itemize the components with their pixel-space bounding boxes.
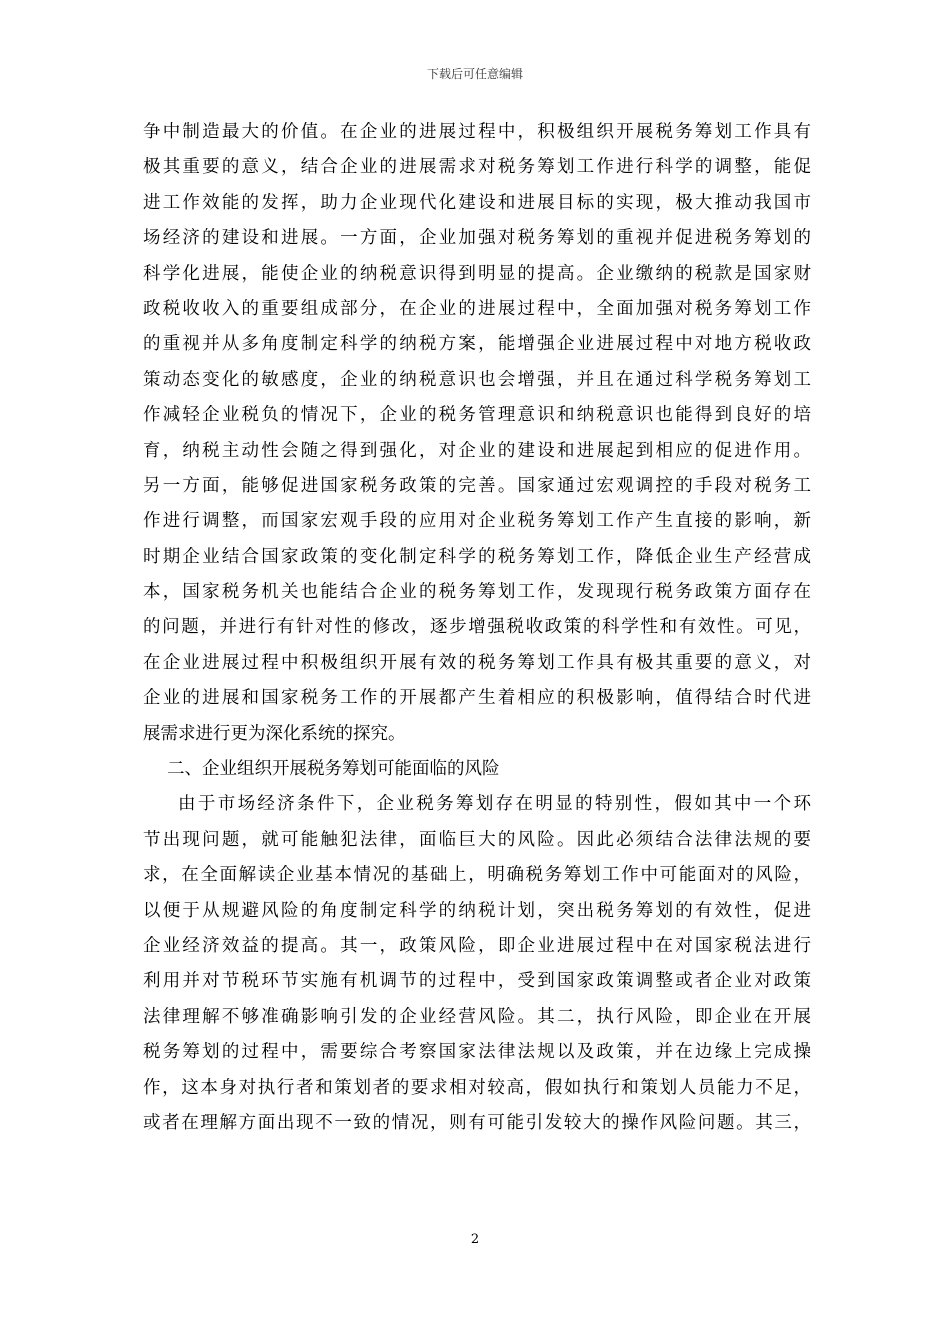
text-line: 作，这本身对执行者和策划者的要求相对较高，假如执行和策划人员能力不足， <box>143 1077 811 1098</box>
text-line: 场经济的建设和进展。一方面，企业加强对税务筹划的重视并促进税务筹划的 <box>143 228 811 249</box>
text-line: 企业经济效益的提高。其一，政策风险，即企业进展过程中在对国家税法进行 <box>143 935 811 956</box>
text-line: 或者在理解方面出现不一致的情况，则有可能引发较大的操作风险问题。其三， <box>143 1112 811 1133</box>
text-line: 进工作效能的发挥，助力企业现代化建设和进展目标的实现，极大推动我国市 <box>143 192 811 213</box>
page-header: 下载后可任意编辑 <box>426 67 523 81</box>
text-line: 的问题，并进行有针对性的修改，逐步增强税收政策的科学性和有效性。可见， <box>143 617 811 638</box>
text-line: 极其重要的意义，结合企业的进展需求对税务筹划工作进行科学的调整，能促 <box>143 157 811 178</box>
text-line: 争中制造最大的价值。在企业的进展过程中，积极组织开展税务筹划工作具有 <box>143 122 811 142</box>
text-line: 作进行调整，而国家宏观手段的应用对企业税务筹划工作产生直接的影响，新 <box>143 511 811 532</box>
text-line: 利用并对节税环节实施有机调节的过程中，受到国家政策调整或者企业对政策 <box>143 971 811 992</box>
page-number: 2 <box>470 1232 480 1247</box>
text-line: 科学化进展，能使企业的纳税意识得到明显的提高。企业缴纳的税款是国家财 <box>143 263 811 284</box>
text-line: 的重视并从多角度制定科学的纳税方案，能增强企业进展过程中对地方税收政 <box>143 334 811 355</box>
text-line: 育，纳税主动性会随之得到强化，对企业的建设和进展起到相应的促进作用。 <box>143 440 811 461</box>
text-line: 以便于从规避风险的角度制定科学的纳税计划，突出税务筹划的有效性，促进 <box>143 900 811 921</box>
text-line: 企业的进展和国家税务工作的开展都产生着相应的积极影响，值得结合时代进 <box>143 688 811 709</box>
section-heading: 二、企业组织开展税务筹划可能面临的风险 <box>167 759 500 780</box>
text-line: 税务筹划的过程中，需要综合考察国家法律法规以及政策，并在边缘上完成操 <box>143 1042 811 1063</box>
text-line: 法律理解不够准确影响引发的企业经营风险。其二，执行风险，即企业在开展 <box>143 1006 811 1027</box>
text-line: 在企业进展过程中积极组织开展有效的税务筹划工作具有极其重要的意义，对 <box>143 652 811 673</box>
text-line: 求，在全面解读企业基本情况的基础上，明确税务筹划工作中可能面对的风险， <box>143 865 811 886</box>
text-line: 由于市场经济条件下，企业税务筹划存在明显的特别性，假如其中一个环 <box>178 794 811 815</box>
text-line: 时期企业结合国家政策的变化制定科学的税务筹划工作，降低企业生产经营成 <box>143 546 811 567</box>
document-body <box>143 115 811 1141</box>
text-line: 另一方面，能够促进国家税务政策的完善。国家通过宏观调控的手段对税务工 <box>143 475 811 496</box>
text-line: 节出现问题，就可能触犯法律，面临巨大的风险。因此必须结合法律法规的要 <box>143 829 811 850</box>
text-line: 展需求进行更为深化系统的探究。 <box>143 723 406 744</box>
text-line: 本，国家税务机关也能结合企业的税务筹划工作，发现现行税务政策方面存在 <box>143 582 811 603</box>
text-line: 策动态变化的敏感度，企业的纳税意识也会增强，并且在通过科学税务筹划工 <box>143 369 811 390</box>
text-line: 政税收收入的重要组成部分，在企业的进展过程中，全面加强对税务筹划工作 <box>143 298 811 319</box>
text-line: 作减轻企业税负的情况下，企业的税务管理意识和纳税意识也能得到良好的培 <box>143 405 811 426</box>
